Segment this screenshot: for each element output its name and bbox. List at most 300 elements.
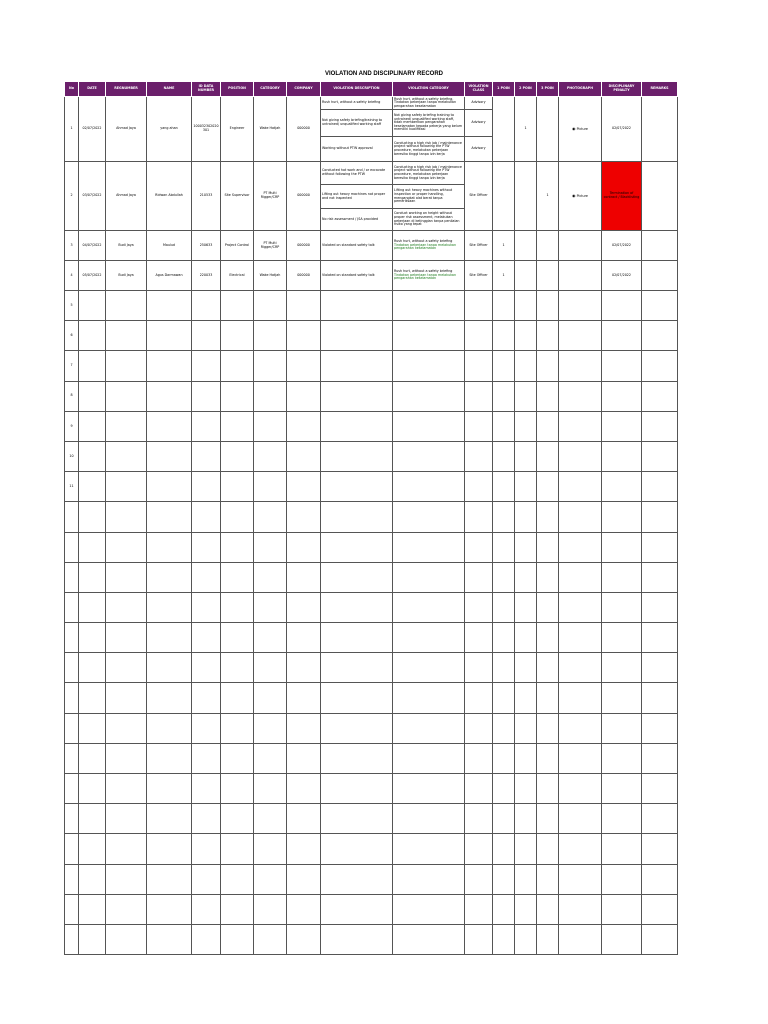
cell-no[interactable] [65, 592, 79, 622]
table-cell[interactable] [642, 502, 678, 532]
table-cell[interactable] [106, 864, 147, 894]
table-cell[interactable] [559, 683, 602, 713]
table-cell[interactable] [254, 683, 287, 713]
table-cell[interactable] [493, 502, 515, 532]
table-cell[interactable] [465, 774, 493, 804]
table-cell[interactable] [192, 381, 221, 411]
cell-company[interactable]: 000000 [287, 162, 321, 231]
table-cell[interactable] [493, 743, 515, 773]
table-cell[interactable] [147, 894, 192, 924]
table-cell[interactable] [602, 713, 642, 743]
table-cell[interactable] [321, 562, 393, 592]
table-cell[interactable] [642, 623, 678, 653]
table-cell[interactable] [537, 924, 559, 954]
table-cell[interactable] [602, 532, 642, 562]
table-cell[interactable] [287, 472, 321, 502]
table-cell[interactable] [642, 321, 678, 351]
table-cell[interactable] [254, 381, 287, 411]
table-cell[interactable] [493, 774, 515, 804]
table-cell[interactable] [321, 532, 393, 562]
table-cell[interactable] [642, 804, 678, 834]
table-cell[interactable] [493, 623, 515, 653]
table-cell[interactable] [254, 351, 287, 381]
table-cell[interactable] [465, 683, 493, 713]
cell-violation-category[interactable] [393, 261, 465, 291]
table-cell[interactable] [192, 713, 221, 743]
table-cell[interactable] [79, 532, 106, 562]
cell-no[interactable]: 6 [65, 321, 79, 351]
table-cell[interactable] [493, 804, 515, 834]
table-cell[interactable] [559, 713, 602, 743]
table-cell[interactable] [493, 653, 515, 683]
cell-no[interactable]: 9 [65, 411, 79, 441]
table-cell[interactable] [79, 864, 106, 894]
table-cell[interactable] [559, 924, 602, 954]
table-cell[interactable] [537, 502, 559, 532]
header-violation-class[interactable]: VIOLATION CLASS [465, 82, 493, 97]
table-cell[interactable] [393, 804, 465, 834]
table-cell[interactable] [559, 653, 602, 683]
table-cell[interactable] [515, 351, 537, 381]
table-cell[interactable] [321, 291, 393, 321]
cell-name[interactable]: yang ahan [147, 97, 192, 162]
table-cell[interactable] [465, 653, 493, 683]
cell-3-poin[interactable] [537, 261, 559, 291]
table-cell[interactable] [192, 411, 221, 441]
cell-category[interactable]: PT Multi Rigger/CRP [254, 231, 287, 261]
table-cell[interactable] [465, 532, 493, 562]
table-cell[interactable] [515, 804, 537, 834]
cell-date[interactable]: 03/07/2022 [79, 162, 106, 231]
cell-no[interactable]: 3 [65, 231, 79, 261]
table-cell[interactable] [321, 924, 393, 954]
table-cell[interactable] [192, 532, 221, 562]
table-cell[interactable] [254, 743, 287, 773]
table-cell[interactable] [537, 623, 559, 653]
table-cell[interactable] [147, 291, 192, 321]
table-cell[interactable] [559, 864, 602, 894]
table-cell[interactable] [321, 502, 393, 532]
table-cell[interactable] [221, 924, 254, 954]
table-cell[interactable] [321, 472, 393, 502]
table-cell[interactable] [192, 743, 221, 773]
cell-name[interactable]: Agus Darmawan [147, 261, 192, 291]
table-cell[interactable] [465, 924, 493, 954]
table-cell[interactable] [515, 623, 537, 653]
cell-no[interactable]: 4 [65, 261, 79, 291]
table-cell[interactable] [537, 441, 559, 471]
table-cell[interactable] [221, 894, 254, 924]
table-cell[interactable] [147, 321, 192, 351]
table-cell[interactable] [559, 291, 602, 321]
table-cell[interactable] [465, 381, 493, 411]
cell-no[interactable] [65, 502, 79, 532]
cell-violation-description[interactable]: Violated on standard safety talk [321, 231, 393, 261]
table-cell[interactable] [493, 834, 515, 864]
cell-no[interactable] [65, 623, 79, 653]
table-cell[interactable] [106, 321, 147, 351]
table-cell[interactable] [287, 894, 321, 924]
table-cell[interactable] [493, 291, 515, 321]
header-remarks[interactable]: REMARKS [642, 82, 678, 97]
table-cell[interactable] [642, 472, 678, 502]
table-cell[interactable] [515, 864, 537, 894]
table-cell[interactable] [147, 713, 192, 743]
table-cell[interactable] [106, 924, 147, 954]
cell-no[interactable]: 8 [65, 381, 79, 411]
table-cell[interactable] [79, 804, 106, 834]
table-cell[interactable] [602, 894, 642, 924]
table-cell[interactable] [393, 291, 465, 321]
cell-violation-class[interactable]: Advisory [465, 110, 493, 137]
cell-photograph[interactable] [559, 97, 602, 162]
cell-position[interactable]: Electrical [221, 261, 254, 291]
cell-photograph[interactable] [559, 162, 602, 231]
table-cell[interactable] [515, 774, 537, 804]
table-cell[interactable] [192, 924, 221, 954]
cell-no[interactable] [65, 532, 79, 562]
table-cell[interactable] [221, 834, 254, 864]
table-cell[interactable] [559, 441, 602, 471]
table-cell[interactable] [321, 713, 393, 743]
table-cell[interactable] [321, 321, 393, 351]
table-cell[interactable] [515, 502, 537, 532]
table-cell[interactable] [493, 351, 515, 381]
table-cell[interactable] [321, 411, 393, 441]
cell-no[interactable]: 1 [65, 97, 79, 162]
table-cell[interactable] [287, 441, 321, 471]
cell-regnumber[interactable]: Budi Jaya [106, 231, 147, 261]
table-cell[interactable] [515, 472, 537, 502]
cell-category[interactable]: PT Multi Rigger/CRP [254, 162, 287, 231]
table-cell[interactable] [537, 743, 559, 773]
table-cell[interactable] [221, 291, 254, 321]
table-cell[interactable] [602, 864, 642, 894]
cell-violation-category[interactable]: Lifting out heavy machines without inspection or proper handling, mengangkat alat berat tanpa pemeriksaan [393, 185, 465, 209]
cell-no[interactable] [65, 834, 79, 864]
table-cell[interactable] [559, 623, 602, 653]
table-cell[interactable] [79, 653, 106, 683]
table-cell[interactable] [79, 411, 106, 441]
table-cell[interactable] [559, 562, 602, 592]
table-cell[interactable] [221, 864, 254, 894]
cell-no[interactable]: 10 [65, 441, 79, 471]
table-cell[interactable] [79, 291, 106, 321]
table-cell[interactable] [537, 291, 559, 321]
table-cell[interactable] [465, 894, 493, 924]
table-cell[interactable] [515, 381, 537, 411]
header-company[interactable]: COMPANY [287, 82, 321, 97]
table-cell[interactable] [221, 683, 254, 713]
cell-category[interactable]: Wake Hatjah [254, 97, 287, 162]
cell-no[interactable]: 7 [65, 351, 79, 381]
cell-violation-description[interactable]: No risk assessment / JSA provided [321, 209, 393, 231]
table-cell[interactable] [147, 623, 192, 653]
header-date[interactable]: DATE [79, 82, 106, 97]
table-cell[interactable] [493, 713, 515, 743]
table-cell[interactable] [287, 713, 321, 743]
table-cell[interactable] [515, 834, 537, 864]
cell-regnumber[interactable]: Ahmad Jaya [106, 162, 147, 231]
table-cell[interactable] [106, 653, 147, 683]
cell-violation-description[interactable]: Conducted hot work and / or excavate without following the PTW [321, 162, 393, 185]
cell-no[interactable] [65, 713, 79, 743]
table-cell[interactable] [642, 774, 678, 804]
table-cell[interactable] [602, 653, 642, 683]
table-cell[interactable] [79, 472, 106, 502]
table-cell[interactable] [321, 653, 393, 683]
table-cell[interactable] [254, 291, 287, 321]
table-cell[interactable] [221, 411, 254, 441]
header-3-poin[interactable]: 3 POIN [537, 82, 559, 97]
cell-date[interactable]: 04/07/2022 [79, 231, 106, 261]
cell-date[interactable]: 02/07/2022 [79, 97, 106, 162]
table-cell[interactable] [254, 894, 287, 924]
table-cell[interactable] [254, 592, 287, 622]
header-no[interactable]: No [65, 82, 79, 97]
header-position[interactable]: POSITION [221, 82, 254, 97]
table-cell[interactable] [465, 592, 493, 622]
table-cell[interactable] [465, 804, 493, 834]
header-id-number[interactable]: ID DATA NUMBER [192, 82, 221, 97]
table-cell[interactable] [393, 472, 465, 502]
cell-3-poin[interactable] [537, 231, 559, 261]
table-cell[interactable] [79, 351, 106, 381]
header-disciplinary-penalty[interactable]: DISCIPLINARY PENALTY [602, 82, 642, 97]
table-cell[interactable] [106, 834, 147, 864]
table-cell[interactable] [465, 291, 493, 321]
table-cell[interactable] [537, 774, 559, 804]
table-cell[interactable] [254, 562, 287, 592]
table-cell[interactable] [321, 441, 393, 471]
table-cell[interactable] [515, 924, 537, 954]
table-cell[interactable] [559, 532, 602, 562]
table-cell[interactable] [106, 472, 147, 502]
cell-no[interactable]: 11 [65, 472, 79, 502]
cell-photograph[interactable] [559, 261, 602, 291]
table-cell[interactable] [147, 592, 192, 622]
table-cell[interactable] [192, 894, 221, 924]
table-cell[interactable] [287, 291, 321, 321]
cell-no[interactable] [65, 924, 79, 954]
table-cell[interactable] [106, 532, 147, 562]
table-cell[interactable] [254, 864, 287, 894]
table-cell[interactable] [559, 472, 602, 502]
table-cell[interactable] [221, 623, 254, 653]
table-cell[interactable] [147, 743, 192, 773]
table-cell[interactable] [106, 894, 147, 924]
table-cell[interactable] [642, 713, 678, 743]
table-cell[interactable] [192, 653, 221, 683]
table-cell[interactable] [465, 834, 493, 864]
table-cell[interactable] [106, 562, 147, 592]
table-cell[interactable] [321, 592, 393, 622]
table-cell[interactable] [602, 411, 642, 441]
table-cell[interactable] [602, 472, 642, 502]
table-cell[interactable] [393, 562, 465, 592]
cell-no[interactable] [65, 774, 79, 804]
cell-2-poin[interactable]: 1 [515, 97, 537, 162]
table-cell[interactable] [221, 502, 254, 532]
cell-violation-description[interactable]: Rush hurt, without a safety briefing [321, 97, 393, 110]
cell-name[interactable]: Maulud [147, 231, 192, 261]
cell-remarks[interactable] [642, 97, 678, 162]
table-cell[interactable] [147, 924, 192, 954]
table-cell[interactable] [559, 834, 602, 864]
table-cell[interactable] [254, 472, 287, 502]
table-cell[interactable] [537, 894, 559, 924]
table-cell[interactable] [221, 653, 254, 683]
table-cell[interactable] [254, 653, 287, 683]
table-cell[interactable] [221, 713, 254, 743]
table-cell[interactable] [287, 351, 321, 381]
table-cell[interactable] [393, 411, 465, 441]
table-cell[interactable] [221, 321, 254, 351]
table-cell[interactable] [393, 774, 465, 804]
table-cell[interactable] [642, 924, 678, 954]
table-cell[interactable] [515, 291, 537, 321]
table-cell[interactable] [537, 683, 559, 713]
table-cell[interactable] [642, 381, 678, 411]
table-cell[interactable] [254, 623, 287, 653]
cell-2-poin[interactable] [515, 162, 537, 231]
table-cell[interactable] [221, 592, 254, 622]
table-cell[interactable] [559, 592, 602, 622]
table-cell[interactable] [254, 774, 287, 804]
table-cell[interactable] [642, 291, 678, 321]
table-cell[interactable] [537, 562, 559, 592]
table-cell[interactable] [287, 381, 321, 411]
table-cell[interactable] [79, 743, 106, 773]
table-cell[interactable] [537, 653, 559, 683]
table-cell[interactable] [602, 743, 642, 773]
cell-regnumber[interactable]: Ahmad Jaya [106, 97, 147, 162]
table-cell[interactable] [287, 562, 321, 592]
table-cell[interactable] [79, 562, 106, 592]
table-cell[interactable] [393, 441, 465, 471]
cell-id-number[interactable]: 100032302020 301 [192, 97, 221, 162]
table-cell[interactable] [221, 441, 254, 471]
table-cell[interactable] [465, 351, 493, 381]
table-cell[interactable] [465, 713, 493, 743]
table-cell[interactable] [287, 411, 321, 441]
table-cell[interactable] [493, 864, 515, 894]
table-cell[interactable] [79, 321, 106, 351]
table-cell[interactable] [192, 683, 221, 713]
table-cell[interactable] [147, 351, 192, 381]
table-cell[interactable] [287, 834, 321, 864]
header-name[interactable]: NAME [147, 82, 192, 97]
table-cell[interactable] [602, 592, 642, 622]
cell-position[interactable]: Site Supervisor [221, 162, 254, 231]
table-cell[interactable] [254, 502, 287, 532]
table-cell[interactable] [602, 683, 642, 713]
table-cell[interactable] [287, 774, 321, 804]
cell-violation-class[interactable]: Advisory [465, 137, 493, 162]
table-cell[interactable] [393, 532, 465, 562]
table-cell[interactable] [559, 351, 602, 381]
table-cell[interactable] [493, 532, 515, 562]
cell-remarks[interactable] [642, 231, 678, 261]
table-cell[interactable] [559, 804, 602, 834]
cell-violation-class[interactable]: Advisory [465, 97, 493, 110]
cell-no[interactable] [65, 804, 79, 834]
table-cell[interactable] [465, 623, 493, 653]
cell-3-poin[interactable] [537, 97, 559, 162]
table-cell[interactable] [602, 804, 642, 834]
cell-1-poin[interactable] [493, 162, 515, 231]
table-cell[interactable] [515, 653, 537, 683]
table-cell[interactable] [559, 743, 602, 773]
table-cell[interactable] [559, 411, 602, 441]
cell-photograph[interactable] [559, 231, 602, 261]
table-cell[interactable] [147, 864, 192, 894]
table-cell[interactable] [642, 351, 678, 381]
table-cell[interactable] [147, 502, 192, 532]
table-cell[interactable] [493, 441, 515, 471]
table-cell[interactable] [79, 683, 106, 713]
cell-disciplinary-penalty[interactable]: 02/07/2022 [602, 261, 642, 291]
cell-disciplinary-penalty[interactable]: 02/07/2022 [602, 97, 642, 162]
table-cell[interactable] [192, 623, 221, 653]
table-cell[interactable] [515, 894, 537, 924]
cell-id-number[interactable]: 250633 [192, 231, 221, 261]
table-cell[interactable] [465, 472, 493, 502]
cell-no[interactable]: 2 [65, 162, 79, 231]
header-regnumber[interactable]: REGNUMBER [106, 82, 147, 97]
cell-violation-category[interactable]: Conducting a high risk job / maintenance project without following the PTW procedure, melakukan pekerjaan beresiko tinggi tanpa izin kerja [393, 137, 465, 162]
table-cell[interactable] [221, 472, 254, 502]
table-cell[interactable] [79, 502, 106, 532]
table-cell[interactable] [393, 683, 465, 713]
header-2-poin[interactable]: 2 POIN [515, 82, 537, 97]
table-cell[interactable] [221, 774, 254, 804]
cell-company[interactable]: 000000 [287, 231, 321, 261]
cell-position[interactable]: Project Control [221, 231, 254, 261]
table-cell[interactable] [79, 381, 106, 411]
table-cell[interactable] [393, 351, 465, 381]
table-cell[interactable] [602, 321, 642, 351]
cell-violation-description[interactable]: Violated on standard safety talk [321, 261, 393, 291]
table-cell[interactable] [192, 804, 221, 834]
table-cell[interactable] [287, 683, 321, 713]
table-cell[interactable] [79, 623, 106, 653]
table-cell[interactable] [602, 502, 642, 532]
table-cell[interactable] [321, 864, 393, 894]
table-cell[interactable] [321, 683, 393, 713]
cell-no[interactable] [65, 894, 79, 924]
table-cell[interactable] [287, 864, 321, 894]
table-cell[interactable] [465, 411, 493, 441]
cell-position[interactable]: Engineer [221, 97, 254, 162]
table-cell[interactable] [287, 502, 321, 532]
table-cell[interactable] [147, 532, 192, 562]
table-cell[interactable] [147, 562, 192, 592]
table-cell[interactable] [106, 351, 147, 381]
table-cell[interactable] [515, 532, 537, 562]
table-cell[interactable] [321, 381, 393, 411]
table-cell[interactable] [106, 683, 147, 713]
table-cell[interactable] [493, 683, 515, 713]
table-cell[interactable] [515, 411, 537, 441]
cell-violation-class[interactable]: Site Officer [465, 162, 493, 231]
cell-no[interactable] [65, 653, 79, 683]
table-cell[interactable] [106, 623, 147, 653]
table-cell[interactable] [642, 532, 678, 562]
table-cell[interactable] [393, 381, 465, 411]
cell-3-poin[interactable]: 1 [537, 162, 559, 231]
table-cell[interactable] [642, 894, 678, 924]
